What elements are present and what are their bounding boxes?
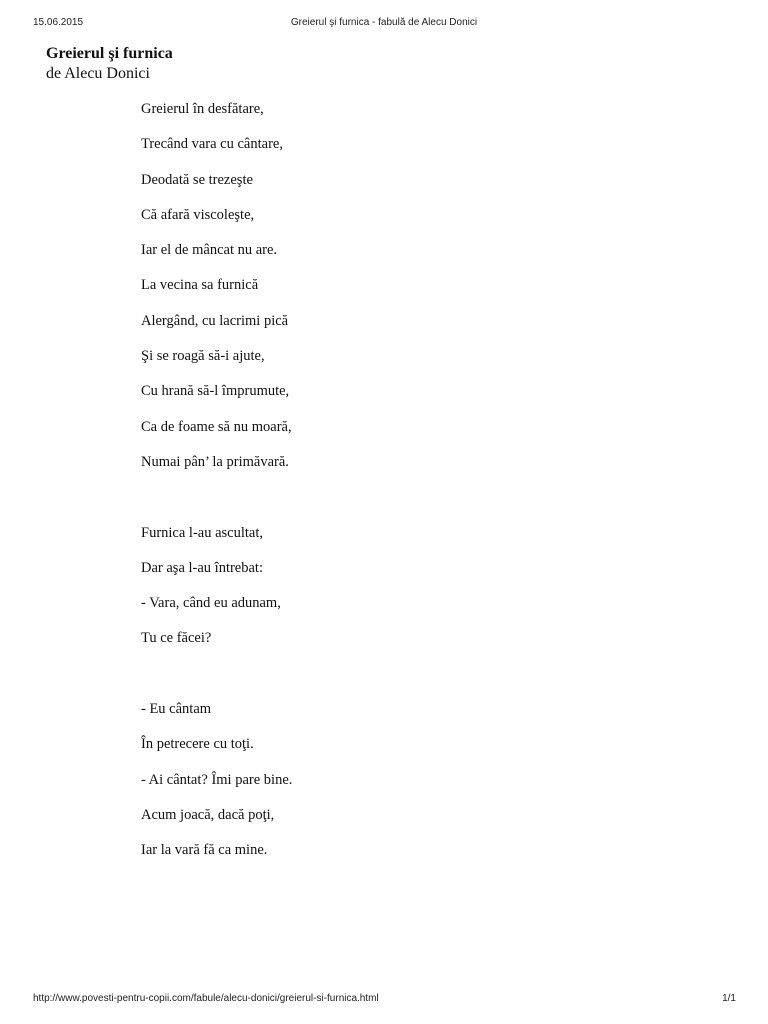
poem-line: Trecând vara cu cântare,	[141, 136, 283, 153]
poem-line: Iar la vară fă ca mine.	[141, 842, 268, 859]
poem-line: La vecina sa furnică	[141, 277, 259, 294]
poem-line: Şi se roagă să-i ajute,	[141, 348, 265, 365]
poem-line: Ca de foame să nu moară,	[141, 418, 292, 435]
poem-line: Că afară viscoleşte,	[141, 206, 255, 223]
poem-line: Dar aşa l-au întrebat:	[141, 559, 263, 576]
poem-line: - Ai cântat? Îmi pare bine.	[141, 771, 293, 788]
page-number: 1/1	[722, 993, 736, 1004]
poem-line: Furnica l-au ascultat,	[141, 524, 263, 541]
poem-line: - Vara, când eu adunam,	[141, 595, 281, 612]
poem-line: Greierul în desfătare,	[141, 101, 264, 117]
source-url[interactable]: http://www.povesti-pentru-copii.com/fabule/alecu-donici/greierul-si-furnica.html	[33, 993, 379, 1004]
poem-body	[141, 96, 292, 873]
poem-line: Cu hrană să-l împrumute,	[141, 383, 290, 400]
poem-line: Numai pân’ la primăvară.	[141, 453, 289, 470]
print-footer	[0, 993, 768, 1007]
document-title: Greierul şi furnica	[46, 45, 173, 62]
poem-line: Alergând, cu lacrimi pică	[141, 312, 289, 329]
poem-line: Iar el de mâncat nu are.	[141, 242, 278, 259]
poem-line: Acum joacă, dacă poţi,	[141, 806, 275, 823]
poem-line: În petrecere cu toţi.	[141, 736, 254, 753]
print-page-title: Greierul şi furnica - fabulă de Alecu Donici	[290, 17, 478, 28]
poem-line: - Eu cântam	[141, 701, 212, 718]
print-date: 15.06.2015	[33, 17, 84, 28]
poem-line: Tu ce făcei?	[141, 630, 212, 647]
print-header	[0, 17, 768, 31]
document-author: de Alecu Donici	[46, 65, 150, 82]
stanza-break	[141, 484, 292, 519]
poem-line: Deodată se trezeşte	[141, 171, 253, 188]
stanza-break	[141, 661, 292, 696]
